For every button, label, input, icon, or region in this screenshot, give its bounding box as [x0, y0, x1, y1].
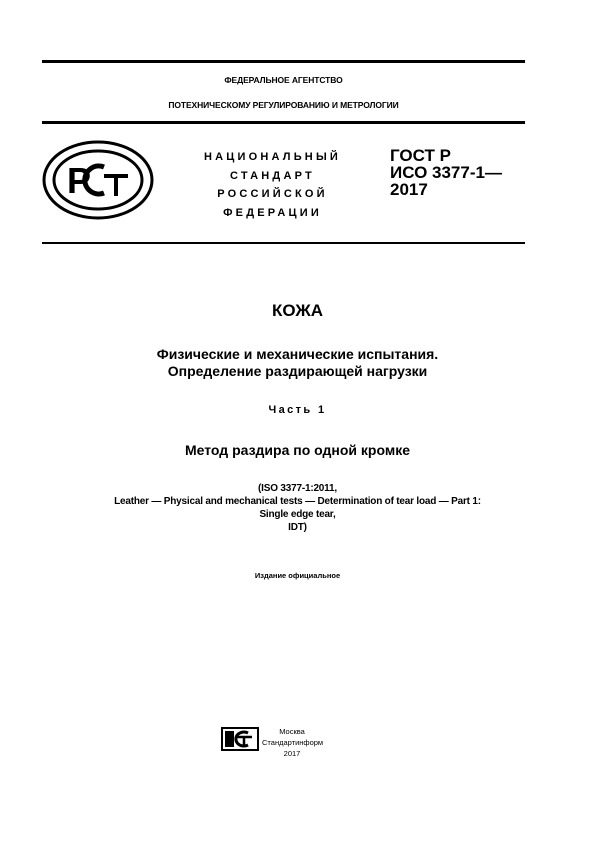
intl-line-1: (ISO 3377-1:2011,: [258, 483, 337, 494]
national-standard-line-1: НАЦИОНАЛЬНЫЙ: [203, 151, 342, 163]
intl-line-3: Single edge tear,: [259, 509, 336, 520]
part-title: Метод раздира по одной кромке: [185, 442, 410, 458]
gost-emblem-icon: [42, 140, 154, 220]
subtitle-line-2: Определение раздирающей нагрузки: [167, 363, 428, 379]
header-bottom-rule: [42, 242, 525, 244]
designation-line-1: ГОСТ Р: [390, 146, 451, 165]
edition-note: Издание официальное: [254, 571, 341, 580]
agency-bottom-rule: [42, 121, 525, 124]
part-number: Часть 1: [268, 404, 327, 416]
publisher-year: 2017: [283, 749, 301, 758]
subtitle-line-1: Физические и механические испытания.: [156, 346, 439, 362]
svg-text:Р: Р: [67, 160, 92, 201]
document-title: КОЖА: [271, 301, 324, 320]
intl-line-4: IDT): [288, 522, 307, 533]
international-reference: [40, 482, 555, 534]
top-rule: [42, 60, 525, 63]
publisher-name: Стандартинформ: [262, 738, 324, 747]
designation-line-2: ИСО 3377-1—: [390, 163, 502, 182]
national-standard-line-4: ФЕДЕРАЦИИ: [223, 206, 322, 219]
publisher-info: [262, 726, 322, 759]
intl-line-2: Leather — Physical and mechanical tests — Determination of tear load — Part 1:: [114, 496, 481, 507]
document-subtitle: [40, 346, 555, 380]
national-standard-line-2: СТАНДАРТ: [230, 169, 315, 182]
publisher-city: Москва: [279, 727, 305, 736]
designation-line-3: 2017: [390, 180, 428, 199]
national-standard-line-3: РОССИЙСКОЙ: [217, 188, 328, 200]
agency-line-2: ПОТЕХНИЧЕСКОМУ РЕГУЛИРОВАНИЮ И МЕТРОЛОГИИ: [168, 100, 399, 110]
agency-line-1: ФЕДЕРАЛЬНОЕ АГЕНТСТВО: [224, 75, 343, 85]
standard-designation: [390, 147, 502, 198]
publisher-emblem-icon: [221, 727, 259, 751]
national-standard-block: [180, 148, 365, 222]
